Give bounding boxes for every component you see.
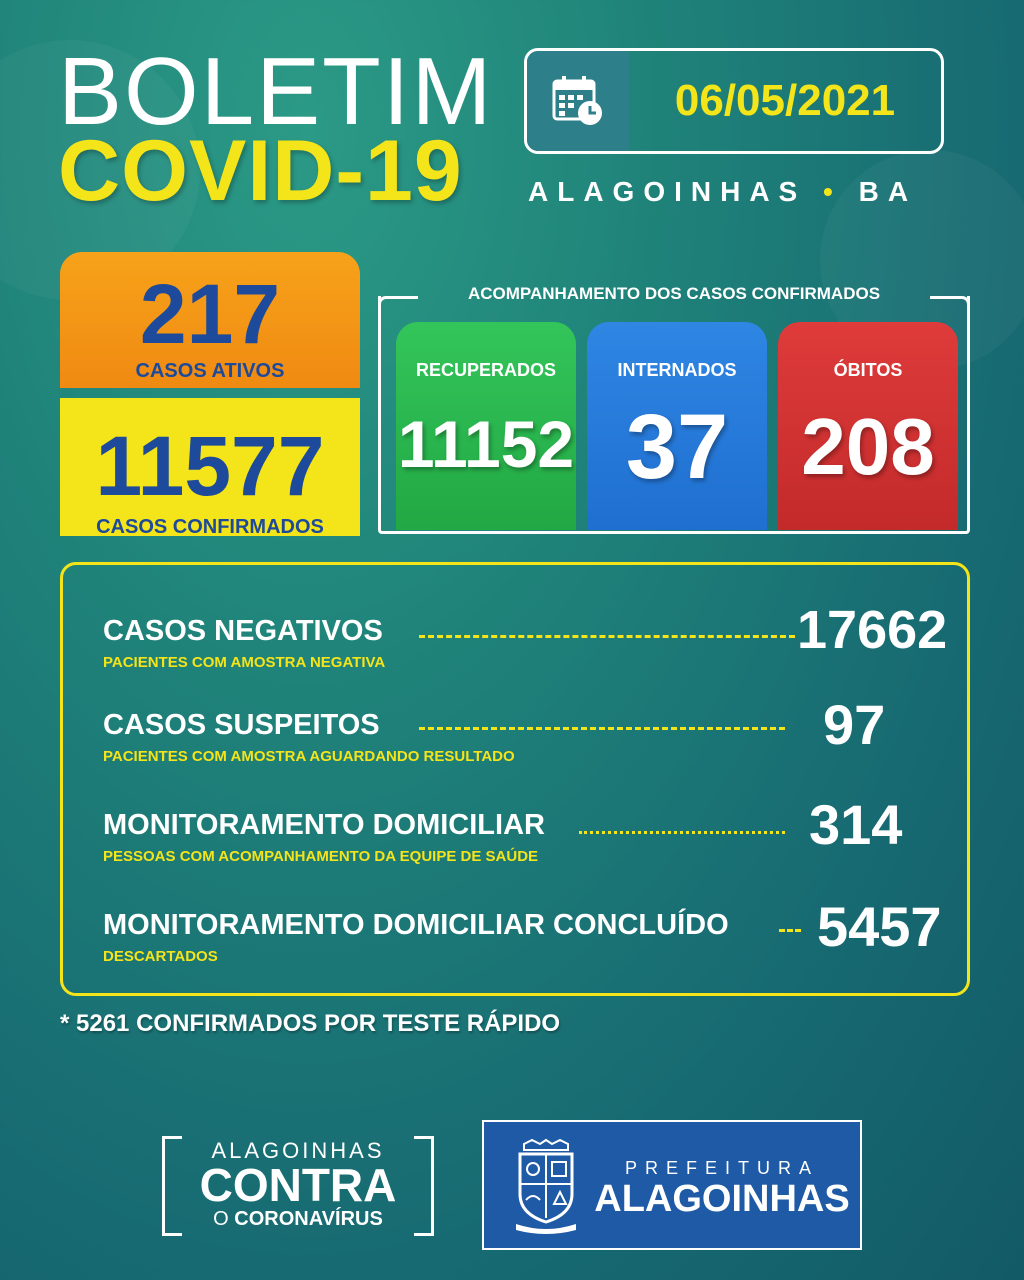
active-cases-value: 217 [139,267,281,361]
bulletin-date: 06/05/2021 [674,76,896,125]
recovered-value: 11152 [397,407,575,481]
recovered-label: RECUPERADOS [415,360,557,380]
campaign-logo-virus: CORONAVÍRUS [234,1208,383,1230]
city-name: ALAGOINHAS [528,176,807,207]
detail-label: MONITORAMENTO DOMICILIAR [103,809,545,841]
campaign-logo-sub [162,1208,434,1231]
confirmed-cases-card [60,398,360,536]
detail-label: CASOS NEGATIVOS [103,615,383,647]
detail-value: 97 [823,693,886,756]
detail-value: 314 [809,793,903,856]
detail-row-negative [103,600,963,671]
detail-value: 5457 [817,895,942,958]
confirmed-cases-value: 11577 [95,419,325,513]
dotted-leader [579,831,785,834]
dotted-leader [779,929,801,932]
detail-row-suspect [103,693,963,765]
city-crest-icon [514,1138,578,1234]
deaths-value: 208 [801,402,935,491]
details-panel [60,562,970,996]
recovered-card [396,322,576,530]
city-hall-name: ALAGOINHAS [594,1178,850,1220]
date-box [524,48,944,154]
footnote: * 5261 CONFIRMADOS POR TESTE RÁPIDO [60,1010,561,1037]
campaign-logo-prefix: O [213,1208,229,1230]
tracking-frame-corner [378,296,418,310]
hospitalized-card [587,322,767,530]
detail-sublabel: DESCARTADOS [103,948,218,965]
detail-row-home-monitoring-done [103,895,963,965]
bulletin-title: BOLETIM [58,38,494,145]
dotted-leader [419,635,795,638]
active-cases-label: CASOS ATIVOS [135,360,285,382]
city-hall-logo [482,1120,862,1250]
detail-value: 17662 [797,600,948,660]
city-hall-label: PREFEITURA [624,1158,819,1178]
detail-row-home-monitoring [103,793,963,865]
detail-sublabel: PESSOAS COM ACOMPANHAMENTO DA EQUIPE DE SAÚDE [103,848,539,865]
hospitalized-label: INTERNADOS [617,360,737,380]
tracking-frame-corner [930,296,970,310]
campaign-logo-city: ALAGOINHAS [211,1138,385,1163]
deaths-card [778,322,958,530]
dotted-leader [419,727,785,730]
campaign-logo-main: CONTRA [199,1159,397,1211]
active-cases-card [60,252,360,388]
confirmed-cases-label: CASOS CONFIRMADOS [96,516,324,538]
location-separator: • [823,176,842,207]
detail-sublabel: PACIENTES COM AMOSTRA NEGATIVA [103,654,386,671]
detail-label: CASOS SUSPEITOS [103,709,380,741]
bulletin-subtitle: COVID-19 [58,123,463,219]
calendar-clock-icon [527,51,629,151]
campaign-logo [162,1136,434,1236]
detail-label: MONITORAMENTO DOMICILIAR CONCLUÍDO [103,909,729,941]
state-name: BA [858,176,918,207]
hospitalized-value: 37 [625,396,729,498]
detail-sublabel: PACIENTES COM AMOSTRA AGUARDANDO RESULTADO [103,748,515,765]
location-label [528,176,948,208]
deaths-label: ÓBITOS [833,360,903,380]
tracking-title: ACOMPANHAMENTO DOS CASOS CONFIRMADOS [467,284,881,303]
